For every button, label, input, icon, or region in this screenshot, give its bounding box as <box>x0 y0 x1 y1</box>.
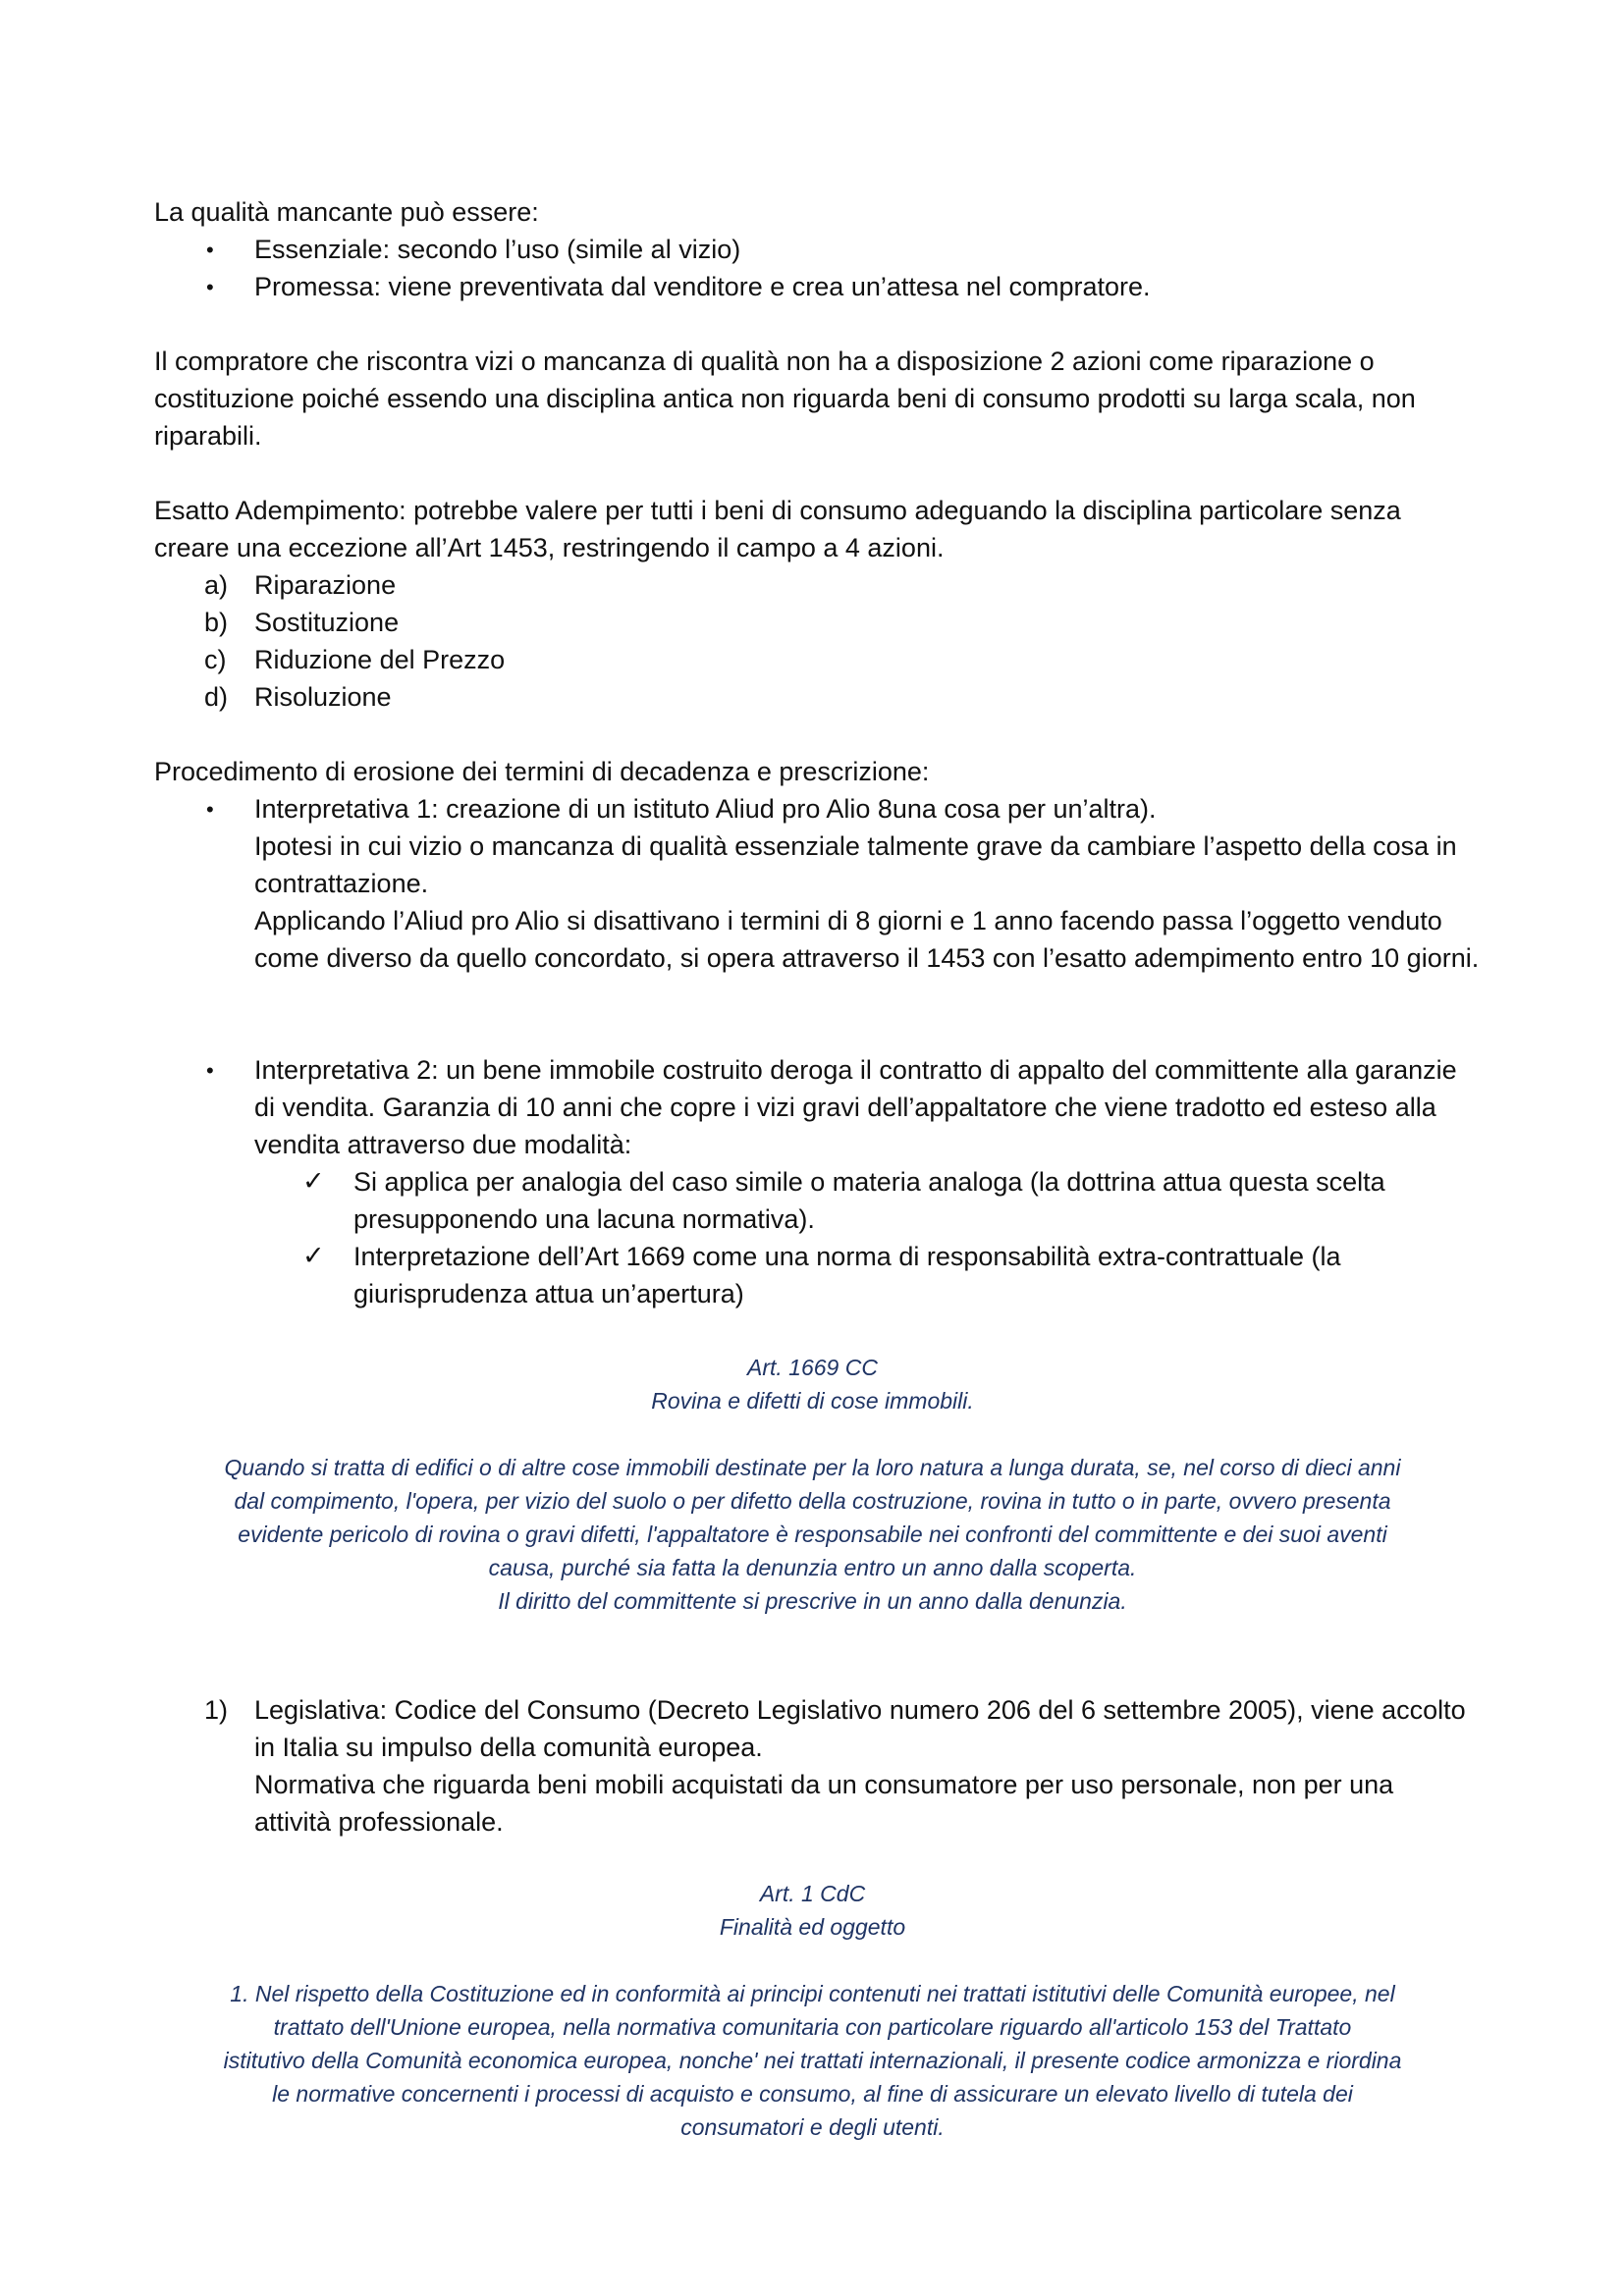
check-icon: ✓ <box>302 1241 325 1270</box>
citation-cdc-body: 1. Nel rispetto della Costituzione ed in conformità ai principi contenuti nei trattati istitutivi delle Comunità europee, nel trattato dell'Unione europea, nella normativa comunitaria con particolare riguardo all'articolo 153 del Trattato istitutivo della Comunità economica europea, nonche' nei trattati internazionali, il presente codice armonizza e riordina le normative concernenti i processi di acquisto e consumo, al fine di assicurare un elevato livello di tutela dei consumatori e degli utenti. <box>223 1981 1402 2140</box>
legislativa-text: Legislativa: Codice del Consumo (Decreto Legislativo numero 206 del 6 settembre 2005), viene accolto in Italia su impulso della comunità europea. <box>254 1695 1466 1762</box>
list-item-riduzione-prezzo: Riduzione del Prezzo <box>254 645 506 674</box>
procedimento-heading: Procedimento di erosione dei termini di decadenza e prescrizione: <box>154 757 930 786</box>
bullet-icon: • <box>206 238 214 262</box>
interpretativa-1-applicando: Applicando l’Aliud pro Alio si disattivano i termini di 8 giorni e 1 anno facendo passa l’oggetto venduto come diverso da quello concordato, si opera attraverso il 1453 con l’esatto adempimento entro 10 giorni. <box>254 906 1480 973</box>
paragraph-esatto-adempimento: Esatto Adempimento: potrebbe valere per tutti i beni di consumo adeguando la disciplina particolare senza creare una eccezione all’Art 1453, restringendo il campo a 4 azioni. <box>154 496 1401 562</box>
list-marker: a) <box>204 570 229 600</box>
check-item-analogia: Si applica per analogia del caso simile o materia analoga (la dottrina attua questa scelta presupponendo una lacuna normativa). <box>353 1167 1385 1234</box>
citation-1669-body: Quando si tratta di edifici o di altre cose immobili destinate per la loro natura a lunga durata, se, nel corso di dieci anni dal compimento, l'opera, per vizio del suolo o per difetto della costruzione, rovina in tutto o in parte, ovvero presenta evidente pericolo di rovina o gravi difetti, l'appaltatore è responsabile nei confronti del committente e dei suoi aventi causa, purché sia fatta la denunzia entro un anno dalla scoperta. Il diritto del committente si prescrive in un anno dalla denunzia. <box>224 1455 1401 1614</box>
list-item-risoluzione: Risoluzione <box>254 682 392 712</box>
list-item-sostituzione: Sostituzione <box>254 608 400 637</box>
list-item-riparazione: Riparazione <box>254 570 397 600</box>
check-item-art-1669: Interpretazione dell’Art 1669 come una norma di responsabilità extra-contrattuale (la giurisprudenza attua un’apertura) <box>353 1242 1341 1308</box>
bullet-icon: • <box>206 1058 214 1083</box>
citation-cdc-subtitle: Finalità ed oggetto <box>719 1914 906 1940</box>
list-marker: c) <box>204 645 227 674</box>
citation-cdc-title: Art. 1 CdC <box>759 1881 866 1906</box>
interpretativa-1-ipotesi: Ipotesi in cui vizio o mancanza di qualità essenziale talmente grave da cambiare l’aspetto della cosa in contrattazione. <box>254 831 1457 898</box>
bullet-icon: • <box>206 797 214 822</box>
interpretativa-2-text: Interpretativa 2: un bene immobile costruito deroga il contratto di appalto del committente alla garanzie di vendita. Garanzia di 10 anni che copre i vizi gravi dell’appaltatore che viene tradotto ed esteso alla vendita attraverso due modalità: <box>254 1055 1457 1159</box>
citation-1669-subtitle: Rovina e difetti di cose immobili. <box>651 1388 974 1414</box>
interpretativa-1-title: Interpretativa 1: creazione di un istituto Aliud pro Alio 8una cosa per un’altra). <box>254 794 1157 824</box>
intro-item-promessa: Promessa: viene preventivata dal venditore e crea un’attesa nel compratore. <box>254 272 1151 301</box>
check-icon: ✓ <box>302 1166 325 1196</box>
intro-heading: La qualità mancante può essere: <box>154 197 539 227</box>
citation-1669-title: Art. 1669 CC <box>747 1355 878 1380</box>
list-marker: b) <box>204 608 229 637</box>
legislativa-normativa: Normativa che riguarda beni mobili acquistati da un consumatore per uso personale, non per una attività professionale. <box>254 1770 1394 1837</box>
paragraph-compratore: Il compratore che riscontra vizi o mancanza di qualità non ha a disposizione 2 azioni come riparazione o costituzione poiché essendo una disciplina antica non riguarda beni di consumo prodotti su larga scala, non riparabili. <box>154 347 1416 451</box>
list-marker: d) <box>204 682 229 712</box>
list-marker: 1) <box>204 1695 229 1725</box>
bullet-icon: • <box>206 275 214 299</box>
intro-item-essenziale: Essenziale: secondo l’uso (simile al vizio) <box>254 235 741 264</box>
